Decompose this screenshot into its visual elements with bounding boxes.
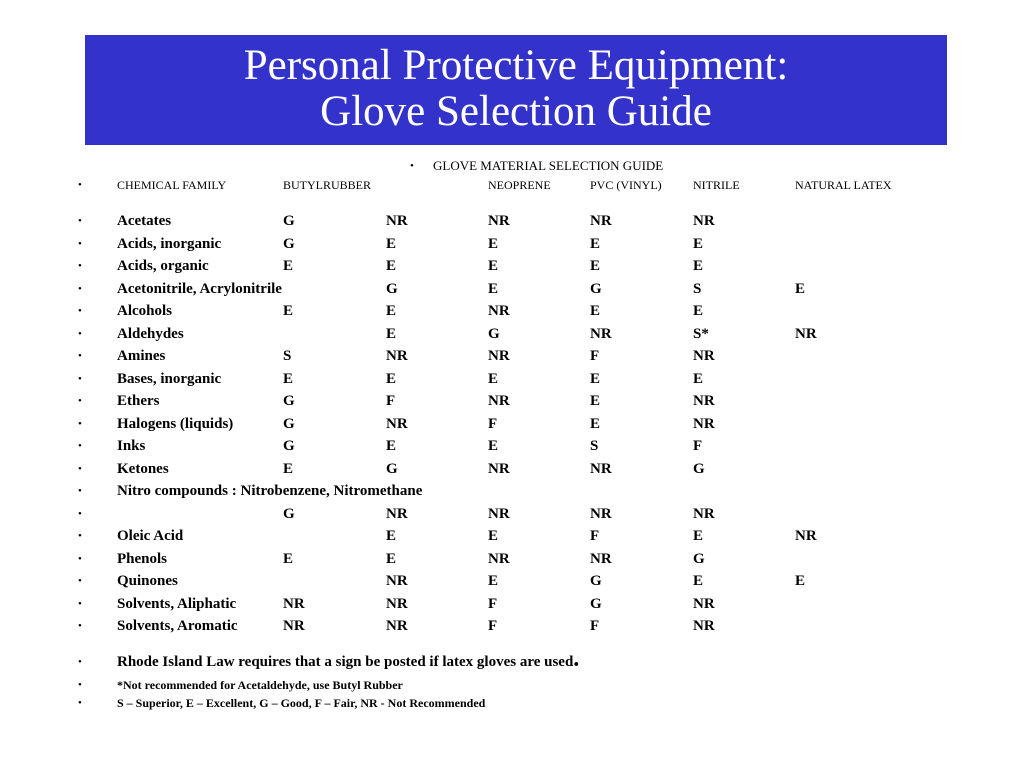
cell-nitrile: NR	[693, 595, 715, 612]
bullet: •	[78, 215, 82, 227]
cell-pvc-vinyl: NR	[590, 213, 612, 229]
bullet: •	[78, 620, 82, 632]
cell-neoprene-a: NR	[386, 415, 408, 432]
bullet: •	[78, 417, 82, 430]
note-legend-text: S – Superior, E – Excellent, G – Good, F – Fair, NR - Not Recommended	[117, 696, 486, 710]
header-natural-latex: NATURAL LATEX	[795, 178, 892, 192]
cell-chemical-family: Solvents, Aliphatic	[117, 595, 237, 612]
bullet: •	[78, 462, 82, 475]
bullet: •	[78, 237, 82, 250]
title-line-1: Personal Protective Equipment:	[243, 42, 789, 89]
table-row	[0, 570, 1024, 592]
bullet: •	[78, 395, 82, 407]
cell-neoprene-a: G	[386, 460, 398, 477]
bullet: •	[78, 597, 82, 610]
cell-butyl-rubber: G	[283, 235, 295, 252]
note-legend	[0, 694, 1024, 712]
cell-chemical-family: Acids, inorganic	[117, 235, 222, 252]
bullet: •	[78, 305, 82, 317]
bullet: •	[78, 350, 82, 362]
title-line-2: Glove Selection Guide	[320, 88, 712, 135]
table-row	[0, 345, 1024, 367]
cell-butyl-rubber: NR	[283, 595, 305, 612]
table-row	[0, 233, 1024, 255]
cell-chemical-family: Quinones	[117, 573, 178, 589]
cell-pvc-vinyl: S	[590, 438, 599, 454]
cell-butyl-rubber: S	[283, 348, 292, 364]
header-butylrubber: BUTYLRUBBER	[283, 178, 372, 192]
cell-neoprene: NR	[488, 460, 510, 477]
table-row	[0, 368, 1024, 390]
bullet: •	[78, 507, 82, 520]
cell-pvc-vinyl: NR	[590, 550, 612, 567]
cell-butyl-rubber: E	[283, 370, 294, 387]
cell-neoprene-a: E	[386, 370, 397, 387]
cell-butyl-rubber: G	[283, 213, 295, 229]
cell-neoprene-a: E	[386, 438, 397, 454]
table-row	[0, 300, 1024, 322]
cell-neoprene: E	[488, 573, 499, 589]
bullet: •	[78, 530, 82, 542]
cell-nitrile: E	[693, 370, 704, 387]
table-row	[0, 525, 1024, 547]
table-header	[0, 176, 1024, 194]
cell-chemical-family: Amines	[117, 348, 166, 364]
table-row	[0, 413, 1024, 435]
cell-chemical-family: Ketones	[117, 460, 169, 477]
cell-chemical-family: Aldehydes	[117, 325, 184, 342]
bullet: •	[78, 179, 82, 191]
cell-neoprene: NR	[488, 348, 510, 364]
note-acetaldehyde-text: *Not recommended for Acetaldehyde, use Butyl Rubber	[117, 678, 403, 692]
bullet: •	[78, 260, 82, 272]
table-row	[0, 255, 1024, 277]
bullet: •	[78, 282, 82, 295]
cell-butyl-rubber: E	[283, 550, 294, 567]
bullet: •	[78, 575, 82, 587]
cell-neoprene: NR	[488, 550, 510, 567]
cell-pvc-vinyl: E	[590, 235, 601, 252]
header-pvc: PVC (VINYL)	[590, 178, 662, 192]
cell-neoprene-a: NR	[386, 595, 408, 612]
cell-neoprene: E	[488, 280, 499, 297]
cell-nitrile: NR	[693, 393, 715, 409]
title-banner	[85, 35, 947, 145]
cell-pvc-vinyl: F	[590, 618, 600, 634]
cell-pvc-vinyl: E	[590, 393, 601, 409]
table-row	[0, 593, 1024, 615]
cell-neoprene-a: E	[386, 258, 397, 274]
table-row	[0, 480, 1024, 502]
cell-neoprene: E	[488, 235, 499, 252]
bullet: •	[78, 656, 82, 668]
table-row	[0, 503, 1024, 525]
cell-pvc-vinyl: F	[590, 348, 600, 364]
cell-natural-latex: E	[795, 573, 806, 589]
cell-butyl-rubber: E	[283, 460, 294, 477]
cell-nitrile: S*	[693, 325, 709, 342]
cell-pvc-vinyl: E	[590, 370, 601, 387]
cell-neoprene: NR	[488, 213, 510, 229]
subtitle-text: GLOVE MATERIAL SELECTION GUIDE	[433, 158, 664, 173]
cell-chemical-family: Acetates	[117, 213, 172, 229]
table-row	[0, 278, 1024, 300]
cell-chemical-family: Oleic Acid	[117, 528, 184, 544]
cell-nitrile: NR	[693, 348, 715, 364]
cell-chemical-family: Nitro compounds : Nitrobenzene, Nitromethane	[117, 483, 423, 499]
bullet: •	[78, 697, 82, 709]
note-law	[0, 646, 1024, 673]
cell-nitrile: E	[693, 258, 704, 274]
cell-neoprene-a: E	[386, 528, 397, 544]
cell-neoprene: NR	[488, 303, 510, 319]
cell-neoprene: F	[488, 618, 498, 634]
cell-butyl-rubber: E	[283, 303, 294, 319]
note-law-end: .	[573, 646, 580, 672]
cell-nitrile: F	[693, 438, 703, 454]
cell-pvc-vinyl: G	[590, 573, 602, 589]
cell-neoprene: NR	[488, 505, 510, 522]
cell-pvc-vinyl: NR	[590, 505, 612, 522]
header-nitrile: NITRILE	[693, 178, 740, 192]
cell-chemical-family: Alcohols	[117, 303, 173, 319]
cell-neoprene: G	[488, 325, 500, 342]
table-row	[0, 435, 1024, 457]
cell-chemical-family: Acetonitrile, Acrylonitrile	[117, 280, 282, 297]
cell-natural-latex: NR	[795, 528, 817, 544]
cell-neoprene-a: NR	[386, 505, 408, 522]
cell-chemical-family: Bases, inorganic	[117, 370, 222, 387]
bullet: •	[78, 552, 82, 565]
bullet: •	[78, 440, 82, 452]
table-row	[0, 615, 1024, 637]
cell-butyl-rubber: G	[283, 393, 295, 409]
cell-neoprene: E	[488, 438, 499, 454]
cell-chemical-family: Inks	[117, 438, 146, 454]
cell-chemical-family: Acids, organic	[117, 258, 209, 274]
cell-neoprene: F	[488, 415, 498, 432]
bullet: •	[410, 160, 414, 172]
cell-pvc-vinyl: NR	[590, 325, 612, 342]
header-chemical-family: CHEMICAL FAMILY	[117, 178, 227, 192]
cell-neoprene: NR	[488, 393, 510, 409]
cell-nitrile: NR	[693, 505, 715, 522]
note-acetaldehyde	[0, 676, 1024, 694]
cell-natural-latex: E	[795, 280, 806, 297]
cell-chemical-family: Solvents, Aromatic	[117, 618, 238, 634]
cell-neoprene: F	[488, 595, 498, 612]
cell-nitrile: NR	[693, 618, 715, 634]
cell-pvc-vinyl: F	[590, 528, 600, 544]
cell-nitrile: NR	[693, 213, 715, 229]
cell-nitrile: E	[693, 235, 704, 252]
cell-pvc-vinyl: E	[590, 258, 601, 274]
cell-neoprene-a: F	[386, 393, 396, 409]
table-row	[0, 548, 1024, 570]
cell-neoprene-a: NR	[386, 213, 408, 229]
cell-butyl-rubber: NR	[283, 618, 305, 634]
cell-butyl-rubber: E	[283, 258, 294, 274]
cell-neoprene-a: E	[386, 303, 397, 319]
table-row	[0, 210, 1024, 232]
table-row	[0, 390, 1024, 412]
cell-butyl-rubber: G	[283, 505, 295, 522]
cell-butyl-rubber: G	[283, 415, 295, 432]
cell-nitrile: G	[693, 550, 705, 567]
cell-nitrile: E	[693, 303, 704, 319]
cell-neoprene: E	[488, 258, 499, 274]
cell-neoprene-a: NR	[386, 348, 408, 364]
cell-natural-latex: NR	[795, 325, 817, 342]
cell-nitrile: E	[693, 528, 704, 544]
bullet: •	[78, 679, 82, 691]
cell-chemical-family: Halogens (liquids)	[117, 415, 234, 432]
cell-neoprene: E	[488, 370, 499, 387]
cell-pvc-vinyl: G	[590, 595, 602, 612]
bullet: •	[78, 327, 82, 340]
cell-neoprene-a: E	[386, 550, 397, 567]
cell-pvc-vinyl: E	[590, 303, 601, 319]
cell-chemical-family: Ethers	[117, 393, 160, 409]
cell-neoprene-a: G	[386, 280, 398, 297]
bullet: •	[78, 372, 82, 385]
cell-chemical-family: Phenols	[117, 550, 168, 567]
cell-butyl-rubber: G	[283, 438, 295, 454]
note-law-text: Rhode Island Law requires that a sign be posted if latex gloves are used	[117, 654, 574, 670]
cell-neoprene-a: E	[386, 325, 397, 342]
cell-pvc-vinyl: G	[590, 280, 602, 297]
cell-neoprene-a: E	[386, 235, 397, 252]
cell-pvc-vinyl: NR	[590, 460, 612, 477]
table-row	[0, 458, 1024, 480]
table-row	[0, 323, 1024, 345]
cell-nitrile: E	[693, 573, 704, 589]
cell-nitrile: G	[693, 460, 705, 477]
cell-nitrile: S	[693, 280, 702, 297]
header-neoprene: NEOPRENE	[488, 178, 551, 192]
cell-neoprene-a: NR	[386, 618, 408, 634]
bullet: •	[78, 485, 82, 497]
cell-neoprene: E	[488, 528, 499, 544]
cell-nitrile: NR	[693, 415, 715, 432]
cell-neoprene-a: NR	[386, 573, 408, 589]
cell-pvc-vinyl: E	[590, 415, 601, 432]
subtitle	[0, 157, 1024, 175]
